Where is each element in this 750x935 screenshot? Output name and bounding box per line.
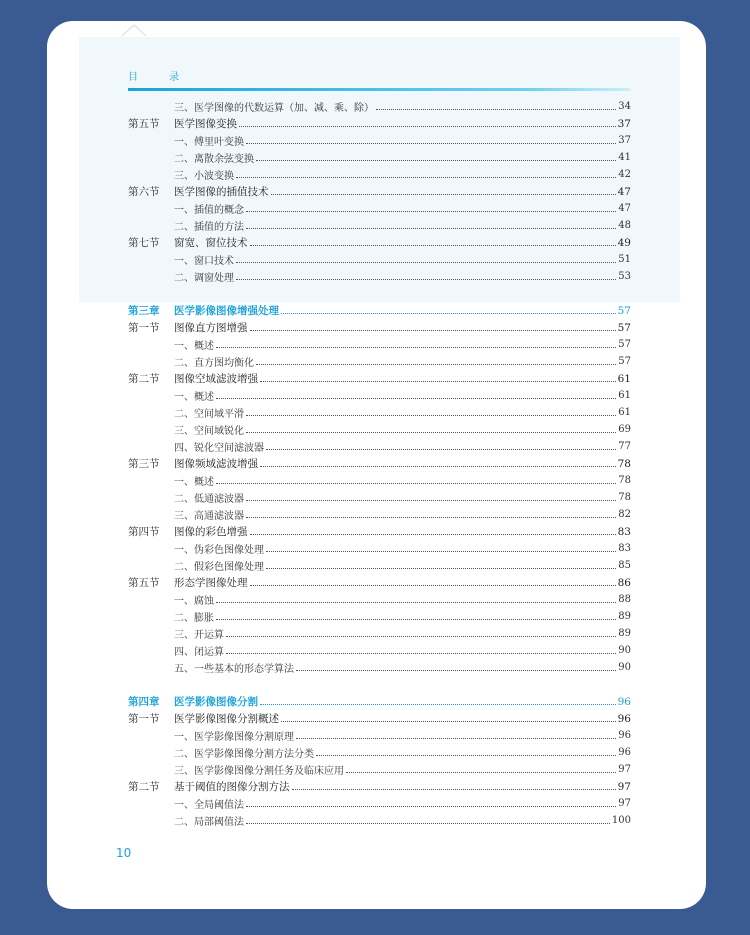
toc-sub-row[interactable] [128,149,631,166]
toc-entry-title: 二、局部阈值法 [174,817,244,828]
toc-page-number: 42 [618,169,631,180]
toc-chapter-number: 第四章 [128,696,160,708]
toc-leader-dots [239,126,616,127]
toc-section-number: 第五节 [128,118,160,130]
toc-sub-row[interactable] [128,812,631,829]
toc-entry-title: 二、医学影像图像分割方法分类 [174,749,314,760]
toc-section-number: 第四节 [128,526,160,538]
toc-page-number: 48 [618,220,631,231]
toc-section-row[interactable] [128,319,631,336]
toc-section-row[interactable] [128,523,631,540]
toc-leader-dots [246,228,616,229]
toc-section-number: 第二节 [128,373,160,385]
toc-page-number: 41 [618,152,631,163]
toc-entry-title: 医学图像变换 [174,118,237,130]
toc-entry-title: 二、空间域平滑 [174,409,244,420]
toc-entry-title: 基于阈值的图像分割方法 [174,781,290,793]
toc-sub-row[interactable] [128,353,631,370]
toc-section-number: 第六节 [128,186,160,198]
toc-leader-dots [246,806,616,807]
toc-entry-title: 一、概述 [174,341,214,352]
toc-entry-title: 一、医学影像图像分割原理 [174,732,294,743]
toc-page-number: 47 [617,185,631,198]
toc-page-number: 47 [618,203,631,214]
toc-entry-title: 医学影像图像分割 [174,696,258,708]
toc-sub-row[interactable] [128,166,631,183]
toc-entry-title: 一、腐蚀 [174,596,214,607]
toc-leader-dots [246,432,616,433]
toc-chapter-row[interactable] [128,302,631,319]
toc-entry-title: 二、假彩色图像处理 [174,562,264,573]
toc-entry-title: 图像频域滤波增强 [174,458,258,470]
toc-sub-row[interactable] [128,489,631,506]
toc-sub-row[interactable] [128,506,631,523]
toc-header-label: 目 录 [128,72,194,83]
toc-leader-dots [250,585,616,586]
toc-section-number: 第一节 [128,322,160,334]
toc-entry-title: 二、插值的方法 [174,222,244,233]
toc-leader-dots [226,636,616,637]
page-number: 10 [116,846,132,860]
toc-entry-title: 三、医学影像图像分割任务及临床应用 [174,766,344,777]
toc-page-number: 96 [617,712,631,725]
toc-leader-dots [246,143,616,144]
toc-page-number: 78 [618,475,631,486]
toc-page-number: 82 [618,509,631,520]
toc-page-number: 86 [617,576,631,589]
toc-leader-dots [271,194,616,195]
toc-page-number: 78 [618,492,631,503]
toc-page-number: 57 [618,356,631,367]
toc-page-number: 57 [617,304,631,317]
toc-leader-dots [250,245,616,246]
toc-page-number: 96 [617,695,631,708]
toc-page-number: 85 [618,560,631,571]
toc-sub-row[interactable] [128,200,631,217]
toc-section-row[interactable] [128,115,631,132]
toc-entry-title: 二、离散余弦变换 [174,154,254,165]
toc-entry-title: 医学图像的插值技术 [174,186,269,198]
toc-entry-title: 二、膨胀 [174,613,214,624]
toc-leader-dots [266,449,616,450]
toc-sub-row[interactable] [128,642,631,659]
toc-entry-title: 医学影像图像分割概述 [174,713,279,725]
toc-section-row[interactable] [128,370,631,387]
toc-section-number: 第三节 [128,458,160,470]
toc-leader-dots [316,755,616,756]
toc-sub-row[interactable] [128,659,631,676]
toc-entry-title: 二、调窗处理 [174,273,234,284]
toc-page-number: 77 [618,441,631,452]
toc-page-number: 78 [617,457,631,470]
toc-page-number: 61 [618,390,631,401]
toc-page-number: 83 [618,543,631,554]
toc-sub-row[interactable] [128,472,631,489]
toc-page-number: 37 [618,135,631,146]
toc-leader-dots [376,109,616,110]
toc-page-number: 61 [618,407,631,418]
toc-page-number: 89 [618,611,631,622]
toc-entry-title: 二、低通滤波器 [174,494,244,505]
toc-page-number: 100 [611,815,631,826]
toc-sub-row[interactable] [128,557,631,574]
toc-entry-title: 四、闭运算 [174,647,224,658]
toc-sub-row[interactable] [128,625,631,642]
toc-page-number: 83 [617,525,631,538]
toc-leader-dots [260,466,616,467]
toc-leader-dots [256,160,616,161]
toc-page-number: 97 [618,798,631,809]
toc-entry-title: 一、伪彩色图像处理 [174,545,264,556]
tab-notch-icon [120,22,148,38]
toc-sub-row[interactable] [128,608,631,625]
toc-leader-dots [260,704,616,705]
toc-sub-row[interactable] [128,438,631,455]
toc-page-number: 69 [618,424,631,435]
toc-sub-row[interactable] [128,761,631,778]
toc-leader-dots [246,211,616,212]
toc-entry-title: 一、傅里叶变换 [174,137,244,148]
toc-header-rule [128,88,630,91]
toc-leader-dots [296,738,616,739]
toc-section-row[interactable] [128,778,631,795]
toc-sub-row[interactable] [128,387,631,404]
toc-page-number: 53 [618,271,631,282]
toc-leader-dots [216,602,616,603]
toc-section-row[interactable] [128,710,631,727]
toc-leader-dots [216,619,616,620]
toc-sub-row[interactable] [128,336,631,353]
toc-leader-dots [246,823,610,824]
toc-section-number: 第五节 [128,577,160,589]
toc-page-number: 49 [617,236,631,249]
toc-sub-row[interactable] [128,268,631,285]
toc-entry-title: 一、窗口技术 [174,256,234,267]
toc-sub-row[interactable] [128,591,631,608]
toc-leader-dots [236,177,616,178]
toc-entry-title: 图像的彩色增强 [174,526,248,538]
toc-section-row[interactable] [128,183,631,200]
toc-section-row[interactable] [128,455,631,472]
toc-header [128,68,630,91]
toc-entry-title: 三、医学图像的代数运算（加、减、乘、除） [174,103,374,114]
toc-page-number: 90 [618,662,631,673]
toc-page-number: 61 [617,372,631,385]
table-of-contents [128,98,631,829]
toc-chapter-row[interactable] [128,693,631,710]
toc-sub-row[interactable] [128,540,631,557]
toc-entry-title: 一、插值的概念 [174,205,244,216]
toc-entry-title: 三、小波变换 [174,171,234,182]
toc-leader-dots [346,772,616,773]
toc-sub-row[interactable] [128,421,631,438]
toc-gap [128,676,631,693]
toc-sub-row[interactable] [128,744,631,761]
toc-leader-dots [281,721,616,722]
toc-entry-title: 图像空域滤波增强 [174,373,258,385]
toc-page-number: 88 [618,594,631,605]
toc-leader-dots [266,568,616,569]
toc-page-number: 96 [618,747,631,758]
toc-section-number: 第七节 [128,237,160,249]
toc-chapter-number: 第三章 [128,305,160,317]
toc-entry-title: 医学影像图像增强处理 [174,305,279,317]
toc-entry-title: 一、概述 [174,392,214,403]
toc-leader-dots [281,313,616,314]
toc-leader-dots [216,398,616,399]
toc-sub-row[interactable] [128,217,631,234]
toc-sub-row[interactable] [128,795,631,812]
toc-leader-dots [236,262,616,263]
toc-entry-title: 三、高通滤波器 [174,511,244,522]
toc-leader-dots [296,670,616,671]
toc-entry-title: 形态学图像处理 [174,577,248,589]
toc-entry-title: 三、开运算 [174,630,224,641]
toc-leader-dots [246,415,616,416]
toc-sub-row[interactable] [128,98,631,115]
toc-section-number: 第二节 [128,781,160,793]
toc-sub-row[interactable] [128,727,631,744]
toc-page-number: 51 [618,254,631,265]
toc-page-number: 90 [618,645,631,656]
toc-page-number: 37 [617,117,631,130]
toc-sub-row[interactable] [128,404,631,421]
toc-leader-dots [246,500,616,501]
toc-entry-title: 五、一些基本的形态学算法 [174,664,294,675]
toc-leader-dots [292,789,616,790]
toc-page-number: 97 [617,780,631,793]
toc-page-number: 89 [618,628,631,639]
toc-section-row[interactable] [128,574,631,591]
toc-page-number: 96 [618,730,631,741]
toc-entry-title: 一、全局阈值法 [174,800,244,811]
toc-leader-dots [266,551,616,552]
toc-leader-dots [226,653,616,654]
toc-entry-title: 图像直方图增强 [174,322,248,334]
toc-entry-title: 一、概述 [174,477,214,488]
toc-leader-dots [216,347,616,348]
toc-gap [128,285,631,302]
toc-leader-dots [246,517,616,518]
toc-leader-dots [216,483,616,484]
toc-section-number: 第一节 [128,713,160,725]
toc-entry-title: 四、锐化空间滤波器 [174,443,264,454]
toc-leader-dots [250,330,616,331]
toc-leader-dots [250,534,616,535]
toc-section-row[interactable] [128,234,631,251]
toc-page-number: 57 [617,321,631,334]
toc-leader-dots [236,279,616,280]
toc-page-number: 57 [618,339,631,350]
toc-entry-title: 三、空间域锐化 [174,426,244,437]
toc-leader-dots [260,381,616,382]
toc-page-number: 34 [618,101,631,112]
toc-page-number: 97 [618,764,631,775]
toc-entry-title: 窗宽、窗位技术 [174,237,248,249]
toc-sub-row[interactable] [128,251,631,268]
toc-sub-row[interactable] [128,132,631,149]
toc-entry-title: 二、直方图均衡化 [174,358,254,369]
toc-leader-dots [256,364,616,365]
